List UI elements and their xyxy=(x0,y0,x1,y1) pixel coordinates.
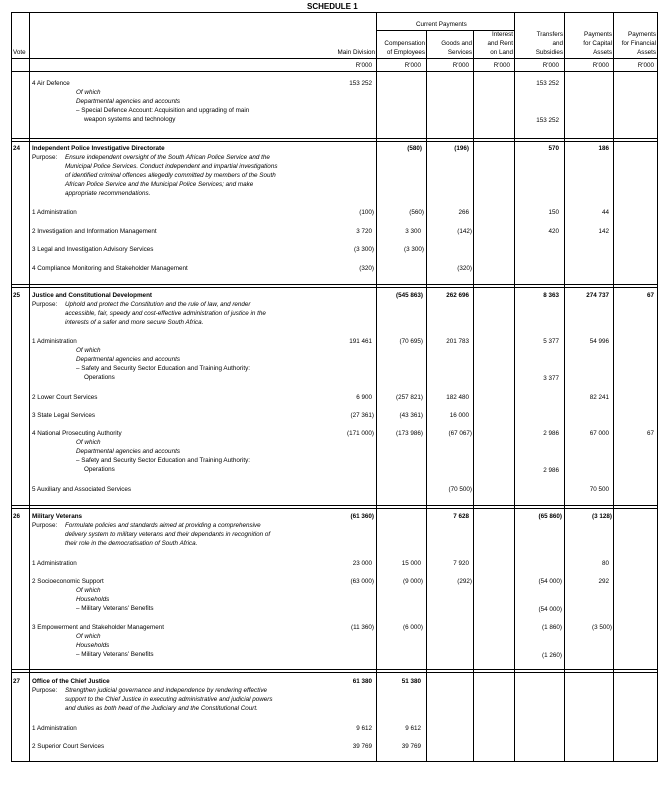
header-financial-l3: Assets xyxy=(637,49,656,56)
vote-25-npa-compensation: (173 986) xyxy=(396,430,423,437)
vote-26-empower-main: (11 360) xyxy=(351,624,374,631)
vote-25-npa-seta-l1: – Safety and Security Sector Education and Training Authority: xyxy=(76,457,250,464)
vote-24-row-1-name: 1 Administration xyxy=(32,209,77,216)
sep-25a xyxy=(11,284,658,285)
air-defence-main: 153 252 xyxy=(349,80,372,87)
vote-24-row-2-transfers: 420 xyxy=(548,228,559,235)
vote-27-row-2-main: 39 769 xyxy=(352,743,372,750)
vote-24-row-1-goods: 266 xyxy=(458,209,469,216)
vote-24-row-3-main: (3 300) xyxy=(354,246,374,253)
vote-27-main: 61 380 xyxy=(352,678,372,685)
header-capital-l3: Assets xyxy=(593,49,612,56)
vote-24-compensation: (580) xyxy=(407,145,422,152)
page-title: SCHEDULE 1 xyxy=(307,2,358,11)
header-vote: Vote xyxy=(13,49,26,56)
vote-25-admin-of-which: Of which xyxy=(76,347,101,354)
vote-26-capital: (3 128) xyxy=(592,513,612,520)
vote-26-admin-main: 23 000 xyxy=(352,560,372,567)
vote-25-npa-transfers: 2 986 xyxy=(543,430,559,437)
vote-26-empower-compensation: (6 000) xyxy=(403,624,423,631)
vote-24-row-3-name: 3 Legal and Investigation Advisory Services xyxy=(32,246,154,253)
vote-26-goods: 7 628 xyxy=(453,513,469,520)
vote-25-purpose-l1: Uphold and protect the Constitution and the rule of law, and render xyxy=(65,301,251,308)
vote-25-admin-seta-transfers: 3 377 xyxy=(543,375,559,382)
air-defence-of-which: Of which xyxy=(76,89,101,96)
vote-25-lower-main: 6 900 xyxy=(356,394,372,401)
vote-24-purpose-l5: appropriate recommendations. xyxy=(65,190,151,197)
vote-24-purpose-l4: African Police Service and the Municipal Police Services; and make xyxy=(65,181,254,188)
vote-24-row-2-main: 3 720 xyxy=(356,228,372,235)
header-interest-l1: Interest xyxy=(492,31,513,38)
vote-25-npa-financial: 67 xyxy=(646,430,654,437)
frame-bottom xyxy=(11,761,658,762)
vote-27-row-2-compensation: 39 769 xyxy=(401,743,421,750)
unit-financial: R'000 xyxy=(637,62,654,69)
vote-26-empower-of-which: Of which xyxy=(76,633,101,640)
vote-26-admin-capital: 80 xyxy=(601,560,609,567)
unit-transfers: R'000 xyxy=(542,62,559,69)
sep-24b xyxy=(11,141,658,142)
frame-top xyxy=(11,12,658,13)
vote-24-row-4-main: (320) xyxy=(359,265,374,272)
unit-main: R'000 xyxy=(355,62,372,69)
vote-25-npa-goods: (67 067) xyxy=(448,430,472,437)
vote-26-empower-households: Households xyxy=(76,642,110,649)
vote-26-main: (61 360) xyxy=(350,513,374,520)
col-line-capital xyxy=(613,12,614,762)
vote-25-lower-compensation: (257 821) xyxy=(396,394,423,401)
vote-24-purpose-l2: Municipal Police Services. Conduct independent and impartial investigations xyxy=(65,163,278,170)
vote-25-npa-agencies: Departmental agencies and accounts xyxy=(76,448,180,455)
vote-24-row-4-name: 4 Compliance Monitoring and Stakeholder Management xyxy=(32,265,188,272)
vote-26-purpose-l1: Formulate policies and standards aimed at providing a comprehensive xyxy=(65,522,261,529)
vote-24-capital: 186 xyxy=(598,145,609,152)
vote-25-admin-seta-l1: – Safety and Security Sector Education and Training Authority: xyxy=(76,365,250,372)
vote-25-lower-goods: 182 480 xyxy=(446,394,469,401)
header-current-payments: Current Payments xyxy=(416,21,467,28)
header-main-division: Main Division xyxy=(337,49,375,56)
air-defence-transfers: 153 252 xyxy=(536,80,559,87)
header-financial-l2: for Financial xyxy=(621,40,656,47)
vote-27-number: 27 xyxy=(13,678,21,685)
header-capital-l1: Payments xyxy=(584,31,612,38)
vote-27-name: Office of the Chief Justice xyxy=(32,678,110,685)
vote-25-goods: 262 696 xyxy=(446,292,469,299)
vote-27-row-1-main: 9 612 xyxy=(356,725,372,732)
sep-26b xyxy=(11,508,658,509)
header-goods-l1: Goods and xyxy=(441,40,472,47)
vote-25-npa-seta-transfers: 2 986 xyxy=(543,467,559,474)
vote-27-row-1-name: 1 Administration xyxy=(32,725,77,732)
vote-25-admin-name: 1 Administration xyxy=(32,338,77,345)
vote-27-row-2-name: 2 Superior Court Services xyxy=(32,743,105,750)
vote-25-state-legal-name: 3 State Legal Services xyxy=(32,412,96,419)
vote-26-socio-transfers: (54 000) xyxy=(538,578,562,585)
vote-26-socio-of-which: Of which xyxy=(76,587,101,594)
vote-27-purpose-label: Purpose: xyxy=(32,687,58,694)
vote-25-state-legal-goods: 16 000 xyxy=(449,412,469,419)
vote-26-socio-benefits: – Military Veterans' Benefits xyxy=(76,605,154,612)
vote-26-admin-goods: 7 920 xyxy=(453,560,469,567)
vote-25-purpose-l3: interests of a safer and more secure South Africa. xyxy=(65,319,204,326)
vote-24-row-2-name: 2 Investigation and Information Management xyxy=(32,228,157,235)
vote-25-lower-capital: 82 241 xyxy=(589,394,609,401)
header-transfers-l1: Transfers xyxy=(536,31,563,38)
vote-25-admin-capital: 54 996 xyxy=(589,338,609,345)
vote-26-empower-capital: (3 500) xyxy=(592,624,612,631)
sep-24a xyxy=(11,138,658,139)
header-rule xyxy=(11,58,658,59)
vote-24-row-2-goods: (142) xyxy=(457,228,472,235)
col-line-transfers xyxy=(564,12,565,762)
vote-25-state-legal-main: (27 361) xyxy=(350,412,374,419)
vote-26-socio-goods: (292) xyxy=(457,578,472,585)
vote-26-socio-main: (63 000) xyxy=(350,578,374,585)
vote-27-row-1-compensation: 9 612 xyxy=(405,725,421,732)
vote-26-admin-name: 1 Administration xyxy=(32,560,77,567)
vote-26-empower-name: 3 Empowerment and Stakeholder Management xyxy=(32,624,164,631)
vote-26-admin-compensation: 15 000 xyxy=(401,560,421,567)
header-interest-l3: on Land xyxy=(490,49,513,56)
vote-24-row-1-transfers: 150 xyxy=(548,209,559,216)
air-defence-name: 4 Air Defence xyxy=(32,80,70,87)
col-line-main xyxy=(376,12,377,762)
header-compensation-l1: Compensation xyxy=(384,40,425,47)
header-transfers-l2: and xyxy=(552,40,563,47)
sep-26a xyxy=(11,505,658,506)
sep-27b xyxy=(11,672,658,673)
vote-25-npa-seta-l2: Operations xyxy=(84,466,115,473)
vote-25-capital: 274 737 xyxy=(586,292,609,299)
vote-25-state-legal-compensation: (43 361) xyxy=(399,412,423,419)
air-defence-special-l1: – Special Defence Account: Acquisition and upgrading of main xyxy=(76,107,250,114)
unit-rule xyxy=(11,71,658,72)
vote-26-empower-benefits: – Military Veterans' Benefits xyxy=(76,651,154,658)
vote-26-socio-compensation: (9 000) xyxy=(403,578,423,585)
vote-25-auxiliary-capital: 70 500 xyxy=(589,486,609,493)
header-transfers-l3: Subsidies xyxy=(535,49,563,56)
vote-25-admin-seta-l2: Operations xyxy=(84,374,115,381)
vote-25-admin-compensation: (70 695) xyxy=(399,338,423,345)
vote-24-name: Independent Police Investigative Directorate xyxy=(32,145,165,152)
vote-26-socio-name: 2 Socioeconomic Support xyxy=(32,578,104,585)
header-goods-l2: Services xyxy=(447,49,472,56)
vote-24-row-2-capital: 142 xyxy=(598,228,609,235)
vote-25-purpose-label: Purpose: xyxy=(32,301,58,308)
vote-25-admin-transfers: 5 377 xyxy=(543,338,559,345)
header-interest-l2: and Rent xyxy=(487,40,513,47)
air-defence-agencies: Departmental agencies and accounts xyxy=(76,98,180,105)
vote-25-admin-agencies: Departmental agencies and accounts xyxy=(76,356,180,363)
vote-25-transfers: 8 363 xyxy=(543,292,559,299)
header-capital-l2: for Capital xyxy=(583,40,612,47)
vote-25-npa-name: 4 National Prosecuting Authority xyxy=(32,430,122,437)
vote-24-row-1-compensation: (560) xyxy=(409,209,424,216)
vote-25-auxiliary-goods: (70 500) xyxy=(448,486,472,493)
unit-interest: R'000 xyxy=(493,62,510,69)
vote-24-row-1-capital: 44 xyxy=(601,209,609,216)
vote-26-transfers: (65 860) xyxy=(538,513,562,520)
vote-25-npa-of-which: Of which xyxy=(76,439,101,446)
vote-24-row-4-goods: (320) xyxy=(457,265,472,272)
frame-left xyxy=(11,12,12,762)
vote-26-number: 26 xyxy=(13,513,21,520)
vote-27-purpose-l1: Strengthen judicial governance and independence by rendering effective xyxy=(65,687,267,694)
vote-25-admin-goods: 201 783 xyxy=(446,338,469,345)
vote-25-npa-capital: 67 000 xyxy=(589,430,609,437)
header-financial-l1: Payments xyxy=(628,31,656,38)
vote-24-purpose-label: Purpose: xyxy=(32,154,58,161)
vote-25-npa-main: (171 000) xyxy=(347,430,374,437)
vote-27-purpose-l2: support to the Chief Justice in executing administrative and judicial powers xyxy=(65,696,273,703)
vote-24-row-2-compensation: 3 300 xyxy=(405,228,421,235)
unit-comp: R'000 xyxy=(404,62,421,69)
vote-26-empower-benefits-transfers: (1 260) xyxy=(542,652,562,659)
vote-27-purpose-l3: and duties as both head of the Judiciary and the Constitutional Court. xyxy=(65,705,258,712)
vote-25-lower-name: 2 Lower Court Services xyxy=(32,394,98,401)
vote-25-name: Justice and Constitutional Development xyxy=(32,292,153,299)
vote-25-compensation: (545 863) xyxy=(396,292,423,299)
vote-26-purpose-l3: their role in the democratisation of South Africa. xyxy=(65,540,198,547)
col-line-goods xyxy=(473,30,474,762)
unit-capital: R'000 xyxy=(592,62,609,69)
sep-27a xyxy=(11,669,658,670)
air-defence-special-transfers: 153 252 xyxy=(536,117,559,124)
vote-26-socio-households: Households xyxy=(76,596,110,603)
vote-24-purpose-l3: of identified criminal offences allegedly committed by members of the South xyxy=(65,172,276,179)
vote-24-goods: (196) xyxy=(454,145,469,152)
vote-26-purpose-l2: delivery system to military veterans and their dependants in recognition of xyxy=(65,531,271,538)
vote-24-row-3-compensation: (3 300) xyxy=(404,246,424,253)
vote-24-row-1-main: (100) xyxy=(359,209,374,216)
vote-25-purpose-l2: accessible, fair, speedy and cost-effective administration of justice in the xyxy=(65,310,266,317)
vote-25-admin-main: 191 461 xyxy=(349,338,372,345)
vote-25-auxiliary-name: 5 Auxiliary and Associated Services xyxy=(32,486,132,493)
vote-26-socio-benefits-transfers: (54 000) xyxy=(538,606,562,613)
air-defence-special-l2: weapon systems and technology xyxy=(84,116,176,123)
vote-26-socio-capital: 292 xyxy=(598,578,609,585)
sep-25b xyxy=(11,287,658,288)
vote-27-compensation: 51 380 xyxy=(401,678,421,685)
vote-24-purpose-l1: Ensure independent oversight of the South African Police Service and the xyxy=(65,154,270,161)
header-compensation-l2: of Employees xyxy=(386,49,425,56)
vote-26-purpose-label: Purpose: xyxy=(32,522,58,529)
vote-24-number: 24 xyxy=(13,145,21,152)
vote-25-number: 25 xyxy=(13,292,21,299)
vote-26-empower-transfers: (1 860) xyxy=(542,624,562,631)
vote-26-name: Military Veterans xyxy=(32,513,83,520)
unit-goods: R'000 xyxy=(452,62,469,69)
vote-24-transfers: 570 xyxy=(548,145,559,152)
frame-right xyxy=(657,12,658,762)
vote-25-financial: 67 xyxy=(646,292,654,299)
col-line-vote xyxy=(29,12,30,762)
